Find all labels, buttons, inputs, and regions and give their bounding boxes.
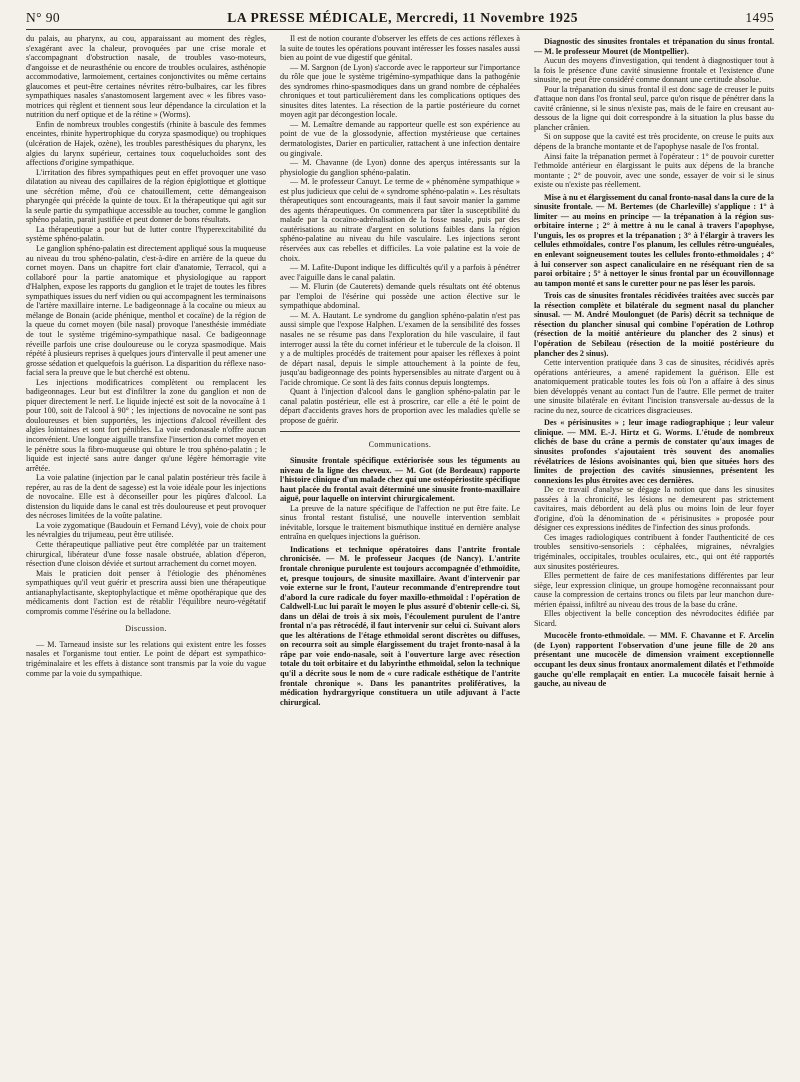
communication-entry [280, 456, 520, 504]
paragraph: — M. Lemaître demande au rapporteur quelle est son expérience au point de vue de la glossodynie, affection mystérieuse que certaines dermatologistes, Darier en particulier, rattachent à une infection dentaire ou gingivale. [280, 119, 520, 158]
communication-title: Sinusite frontale spécifique extériorisée sous les téguments au niveau de la ligne des cheveux. [280, 455, 520, 475]
paragraph: Cette thérapeutique palliative peut être complétée par un traitement chirurgical, libérateur d'une fosse nasale obstruée, ablation d'éperon, résection d'une cloison déviée et surtout arrachement du cornet moyen. [26, 539, 266, 569]
section-heading-discussion: Discussion. [125, 624, 167, 634]
paragraph: — M. Sargnon (de Lyon) s'accorde avec le rapporteur sur l'importance du rôle que joue le système trigémino-sympathique dans la pathogénie des syndromes rhino-spasmodiques dans un grand nombre de céphalées chroniques et tout particulièrement dans les complications optiques des sinusites dites latentes. La résection de la partie postérieure du cornet moyen agit par décongestion locale. [280, 62, 520, 120]
communication-entry [534, 291, 774, 358]
communication-title: Mise à nu et élargissement du canal fronto-nasal dans la cure de la sinusite frontale. [534, 192, 774, 212]
journal-title: LA PRESSE MÉDICALE, Mercredi, 11 Novembre 1925 [227, 10, 579, 25]
paragraph: — M. Lafite-Dupont indique les difficultés qu'il y a parfois à pénétrer avec l'aiguille dans le canal palatin. [280, 263, 520, 282]
communication-entry [534, 418, 774, 485]
communication-title: Des « périsinusites » ; leur image radiographique ; leur valeur clinique. [534, 418, 774, 437]
communication-entry [534, 631, 774, 688]
paragraph: La voie zygomatique (Baudouin et Fernand Lévy), voie de choix pour les névralgies du trijumeau, peut être utilisée. [26, 520, 266, 540]
communication-entry [534, 37, 774, 56]
paragraph: Ainsi faite la trépanation permet à l'opérateur : 1° de pouvoir curetter l'ethmoïde antérieur en élargissant le puits aux dépens de la branche montante ; 2° de pouvoir, avec une sonde, essayer de voir si le sinus existe ou n'existe pas réellement. [534, 151, 774, 190]
column-2 [280, 34, 520, 1072]
paragraph: La preuve de la nature spécifique de l'affection ne put être faite. Le sinus frontal restant fistulisé, une nouvelle intervention semblait inévitable, lorsque le traitement bismuthique institué en dernière analyse entraîna en quelques injections la guérison. [280, 503, 520, 542]
communication-body: — M. Got (de Bordeaux) rapporte l'histoire clinique d'un malade chez qui une ostéopériostite spécifique haut placée du frontal avait déterminé une sinusite fronto-maxillaire aiguë, pour laquelle on intervint chirurgicalement. [280, 465, 520, 504]
page-number: 1495 [745, 10, 774, 25]
page-header [26, 6, 774, 30]
paragraph: Si on suppose que la cavité est très procidente, on creuse le puits aux dépens de la branche montante et de l'apophyse nasale de l'os frontal. [534, 132, 774, 152]
paragraph: Aucun des moyens d'investigation, qui tendent à diagnostiquer tout à la fois le présence d'une cavité sinusienne frontale et l'existence d'une sinusite, ne peut être considéré comme donnant une certitude absolue. [534, 56, 774, 85]
communication-body: — M. le professeur Jacques (de Nancy). L'antrite frontale chronique purulente est toujours accompagnée d'ethmoïdite, et, presque toujours, de sinusite maxillaire. Avant d'intervenir par voie externe sur le front, l'auteur recommande d'entreprendre tout d'abord la cure radicale du foyer maxillo-ethmoïdal : l'opération de Caldwell-Luc lui paraît le moyen le plus assuré d'obtenir celle-ci. Si, dans un délai de trois à six mois, l'écoulement purulent de l'antre frontal n'a pas rétrocédé, il faut intervenir sur celui ci. Suivant alors que les altérations de l'étage ethmoïdal seront discrètes ou diffuses, on recourra soit au simple élargissement du trajet fronto-nasal à la râpe par voie endo-nasale, soit à l'ouverture large avec résection totale du toit orbitaire et du labyrinthe ethmoïdal, selon la technique qu'il a décrite sous le nom de « cure radicale esthétique de l'antrite frontale chronique ». Dans les panantrites prolifératives, la médication hydrargyrique constituera un utile adjuvant à l'acte chirurgical. [280, 554, 520, 707]
communication-entry [534, 193, 774, 288]
issue-number: N° 90 [26, 10, 61, 25]
paragraph: — M. Tarneaud insiste sur les relations qui existent entre les fosses nasales et l'organisme tout entier. Le point de départ est sympathico-trigéminalaire et les effets à distance sont transmis par la voie du vague comme par la voie du sympathique. [26, 639, 266, 678]
paragraph: De ce travail d'analyse se dégage la notion que dans les sinusites passées à la chronicité, les lésions ne demeurent pas strictement cavitaires, mais débordent au delà plus ou moins loin de leur foyer d'origine, d'où la dénomination de « périsinusites » proposée pour désigner ces expressions inédites de l'infection des sinus profonds. [534, 485, 774, 533]
communication-body: — M. Bertemes (de Charleville) s'applique : 1° à limiter — au moins en principe — la trépanation à la région sus-orbitaire interne ; 2° à mettre à nu le canal à travers l'apophyse, l'unguis, les os propres et la trépanation ; 3° à l'élargir à travers les cellules ethmoïdales, contre l'os planum, les cellules rétro-unguéales, en enlevant soigneusement toutes les cellules fronto-ethmoïdales ; 4° à lui conserver son aspect canaliculaire en ne réséquant rien de sa paroi orbitaire ; 5° à nettoyer le sinus frontal par un écouvillonnage au tampon monté et sans le curetter pour ne pas léser les parois. [534, 202, 774, 288]
paragraph: Elles permettent de faire de ces manifestations différentes par leur siège, leur expression clinique, un groupe homogène reconnaissant pour cause la compression de certains troncs ou filets par leur manchon dure-mérien épaissi, infiltré au niveau des trous de la base du crâne. [534, 571, 774, 609]
paragraph: Le ganglion sphéno-palatin est directement appliqué sous la muqueuse au niveau du trou sphéno-palatin, c'est-à-dire en arrière de la queue du cornet moyen. Dans un chapitre fort clair d'anatomie, Terracol, qui a collaboré pour la partie anatomique et physiologique au rapport d'Halphen, expose les rapports du ganglion et le trajet de toutes les fibres sympathiques issues du nerf vidien ou qui accompagnent les terminaisons de l'artère maxillaire interne. Le badigeonnage à la cocaïne ou mieux au mélange de Bonain (acide phénique, menthol et cocaïne) de la région de la queue du cornet moyen (bile nasal) provoque l'anesthésie immédiate de tout le système trigémino-sympathique nasal. Ce badigeonnage réveille parfois une crise douloureuse ou le coryza spasmodique. Mais répété à plusieurs reprises à quelques jours d'intervalle il peut amener une grosse sédation et quelquefois la guérison. La disparition du réflexe naso-facial sera la preuve que le but cherché est obtenu. [26, 244, 266, 378]
paragraph: Pour la trépanation du sinus frontal il est donc sage de creuser le puits d'attaque non dans l'os frontal seul, parce qu'on risque de pénétrer dans la cavité crânienne, si le sinus n'existe pas, mais de le faire en creusant au-dessous de la ligne qui doit correspondre à la situation la plus basse du plancher crânien. [534, 84, 774, 132]
communication-body: — M. André Moulonguet (de Paris) décrit sa technique de résection du plancher sinusal qui combine l'opération de Lothrop (résection de la moitié antérieure du plancher des 2 sinus) et l'opération de Sebileau (résection de la moitié postérieure du plancher des 2 sinus). [534, 310, 774, 358]
paragraph: — M. le professeur Canuyt. Le terme de « phénomène sympathique » est plus judicieux que celui de « syndrome sphéno-palatin ». Les résultats thérapeutiques sont encourageants, mais il faut savoir manier la gamme des agents thérapeutiques. On commencera par tâter la susceptibilité du malade par la cocaïno-adrénalisation de la fosse nasale, puis par des cautérisations au nitrate d'argent en solutions faibles dans la région sphéno-palatine au niveau du hile vasculaire. Les injections seront réservées aux cas rebelles et difficiles. La voie palatine est la voie de choix. [280, 177, 520, 263]
paragraph: Les injections modificatrices complètent ou remplacent les badigeonnages. Leur but est d'infiltrer la zone du ganglion et non de piquer directement le nerf. Le liquide injecté est soit de la novocaïne à 1 pour 100, soit de l'alcool à 90° ; les injections de novocaïne ne sont pas douloureuses et bien supportées, les injections d'alcool réveillent des algies lointaines et sont fort pénibles. La voie endonasale n'offre aucun inconvénient. Une longue aiguille transfixe l'insertion du cornet moyen et le pénètre sous la fibro-muqueuse qui obture le trou sphéno-palatin ; le liquide est injecté sans autre danger qu'une légère hémorragie vite arrêtée. [26, 377, 266, 473]
communication-title: Mucocèle fronto-ethmoïdale. [544, 631, 646, 641]
communication-title: Trois cas de sinusites frontales récidivées traitées avec succès par la résection complète et bilatérale du segment nasal du plancher sinusal. [534, 291, 774, 320]
divider [280, 431, 520, 432]
communication-entry [280, 545, 520, 707]
paragraph: L'irritation des fibres sympathiques peut en effet provoquer une vaso dilatation au niveau des capillaires de la région épiglottique et glottique une sécrétion même, d'où ce chatouillement, cette démangeaison pharyngée qui précède la quinte de toux. Et la thérapeutique qui agit sur la seule partie du sympathique accessible au toucher, comme le ganglion sphéno palatin, parait justifiée et peut donner de bons résultats. [26, 167, 266, 225]
communication-body: — MM. E.-J. Hirtz et G. Worms. L'étude de nombreux clichés de base du crâne a permis de constater qu'aux images de sinusites profondes s'ajoutaient très souvent des anomalies révélatrices de lésions avoisinantes qui, bien que situées hors des limites de projection des cavités sinusiennes, présentent les connexions les plus étroites avec ces dernières. [534, 427, 774, 485]
column-3 [534, 34, 774, 1072]
paragraph: Il est de notion courante d'observer les effets de ces actions réflexes à la suite de toutes les opérations pouvant intéresser les fosses nasales aussi bien au point de vue digestif que génital. [280, 34, 520, 63]
paragraph: La thérapeutique a pour but de lutter contre l'hyperexcitabilité du système sphéno-palatin. [26, 224, 266, 244]
paragraph: — M. Chavanne (de Lyon) donne des aperçus intéressants sur la physiologie du ganglion sphéno-palatin. [280, 158, 520, 177]
paragraph: Quant à l'injection d'alcool dans le ganglion sphéno-palatin par le canal palatin postérieur, elle est à proscrire, car elle a été le point de départ d'accidents graves hors de proportion avec les maladies qu'elle se propose de guérir. [280, 387, 520, 425]
paragraph: Elles objectivent la belle conception des névrodocites édifiée par Sicard. [534, 609, 774, 628]
section-heading-communications: Communications. [368, 440, 432, 450]
paragraph: — M. A. Hautant. Le syndrome du ganglion sphéno-palatin n'est pas aussi simple que l'expose Halphen. L'examen de la sensibilité des fosses nasales ne se résume pas dans l'exploration du hile vasculaire, il faut interroger aussi la tête du cornet inférieur et le tubercule de la cloison. Il y a de multiples procédés de traitement pour apaiser les réflexes à point de départ nasal, depuis le simple attouchement à la pointe de feu, jusqu'au badigeonnage des points hypersensibles au nitrate d'argent ou à l'acide chromique. Ce sont là des faits connus depuis longtemps. [280, 310, 520, 387]
paragraph: Ces images radiologiques contribuent à fonder l'authenticité de ces troubles sensitivo-sensoriels : céphalées, migraines, névralgies trigéminales, occipitales, troubles oculaires, etc., qui ont été rapportés aux sinusites postérieures. [534, 532, 774, 571]
paragraph: Enfin de nombreux troubles congestifs (rhinite à bascule des femmes enceintes, rhinite hypertrophique du coryza spasmodique) ou trophiques (ulcération de Hajek, ozène), les troubles paresthésiques du pharynx, les algies du larynx supérieur, certaines toux coqueluchoïdes sont des affections d'origine sympathique. [26, 119, 266, 168]
text-columns [26, 34, 774, 1072]
paragraph: Cette intervention pratiquée dans 3 cas de sinusites, récidivés après opérations antérieures, a amené rapidement la guérison. Elle est anatomiquement praticable toutes les fois où l'on a affaire à des sinus bien développés venant au contact l'un de l'autre. Elle permet de traiter une sinusite bilatérale en évitant l'incision transversale au-dessus de la racine du nez, source de cicatrices disgracieuses. [534, 358, 774, 415]
paragraph: — M. Flurin (de Cauterets) demande quels résultats ont été obtenus par l'emploi de l'ésérine qui possède une action élective sur le sympathique abdominal. [280, 282, 520, 311]
communication-body: — M. le professeur Mouret (de Montpellier). [534, 46, 689, 56]
communication-body: — MM. F. Chavanne et F. Arcelin (de Lyon) rapportent l'observation d'une jeune fille de 20 ans présentant une mucocèle de dimension vraiment exceptionnelle occupant les deux sinus frontaux anormalement dilatés et l'ethmoïde gauche qu'elle remplaçait en entier. La mucocèle faisait hernie à gauche, au niveau de [534, 631, 774, 689]
column-1 [26, 34, 266, 1072]
paragraph: Mais le praticien doit penser à l'étiologie des phénomènes sympathiques qu'il veut guérir et prescrira aussi bien une thérapeutique antianaphylactisante, skeptophylactique et même opothérapique que des médicaments dont l'action est de rétablir l'équilibre neuro-végétatif compromis comme l'ésérine ou la belladone. [26, 568, 266, 616]
paragraph: du palais, au pharynx, au cou, apparaissant au moment des règles, s'exagérant avec la chaleur, provoquées par une crise morale et s'accompagnant d'obstruction nasale, de troubles vaso-moteurs, d'angoisse et de neurasthénie ou encore de troubles oculaires, asthénopie accommodative, larmoiement, certaines conjonctivites ou même certains glaucomes et peut-être certaines névrites rétro-bulbaires, car les fibres sympathiques nasales s'anastomosent largement avec « les fibres vaso-motrices qui règlent et tiennent sous leur dépendance la circulation et la nutrition du nerf optique et de la rétine » (Worms). [26, 34, 266, 120]
communication-title: Diagnostic des sinusites frontales et trépanation du sinus frontal. [544, 37, 774, 46]
paragraph: La voie palatine (injection par le canal palatin postérieur très facile à repérer, au ras de la dent de sagesse) est la voie idéale pour les injections de novocaïne. Elle est à déconseiller pour les piqûres d'alcool. La distension du liquide dans le canal est très douloureuse et peut provoquer des nécroses limitées de la voûte palatine. [26, 473, 266, 521]
communication-title: Indications et technique opératoires dans l'antrite frontale chronicisée. [280, 544, 520, 564]
